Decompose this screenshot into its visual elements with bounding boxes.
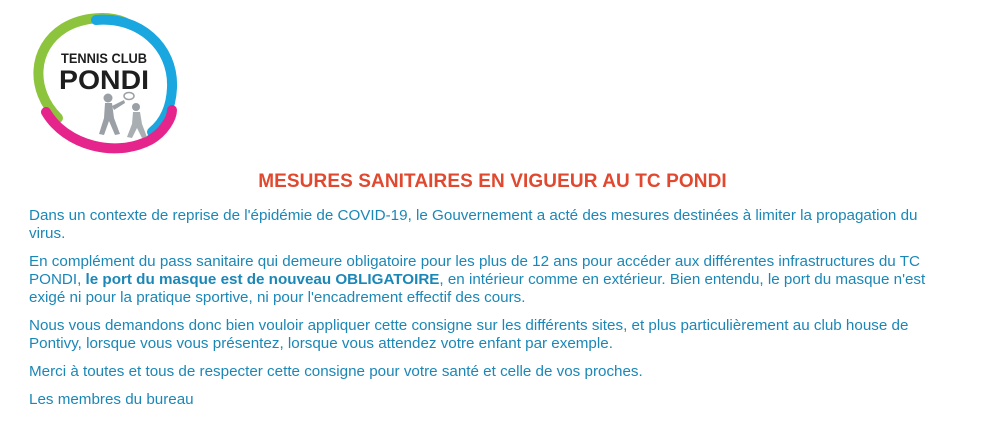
mask-mandatory-emphasis: le port du masque est de nouveau OBLIGATOIRE [85,271,440,288]
logo-line1: TENNIS CLUB [61,51,148,66]
paragraph-mask-rule [29,253,954,307]
players-silhouette-icon [99,93,147,139]
paragraph-mask-rule-end: , en intérieur comme en extérieur. Bien entendu, le port du masque n'est exigé ni pour la pratique sportive, ni pour l'encadrement effectif des cours. [29,271,926,306]
article-body [29,207,954,419]
logo-line2: PONDI [59,65,149,95]
article-title: MESURES SANITAIRES EN VIGUEUR AU TC PONDI [258,171,727,192]
club-logo [26,10,182,158]
paragraph-intro: Dans un contexte de reprise de l'épidémie de COVID-19, le Gouvernement a acté des mesures destinées à limiter la propagation du virus. [29,207,918,242]
paragraph-request: Nous vous demandons donc bien vouloir appliquer cette consigne sur les différents sites, et plus particulièrement au club house de Pontivy, lorsque vous vous présentez, lorsque vous attendez votre enfant par exemple. [29,317,909,352]
signature: Les membres du bureau [29,391,194,408]
paragraph-thanks: Merci à toutes et tous de respecter cette consigne pour votre santé et celle de vos proches. [29,363,643,380]
paragraph-mask-rule-start: En complément du pass sanitaire qui demeure obligatoire pour les plus de 12 ans pour accéder aux différentes infrastructures du TC PONDI, [29,253,920,288]
